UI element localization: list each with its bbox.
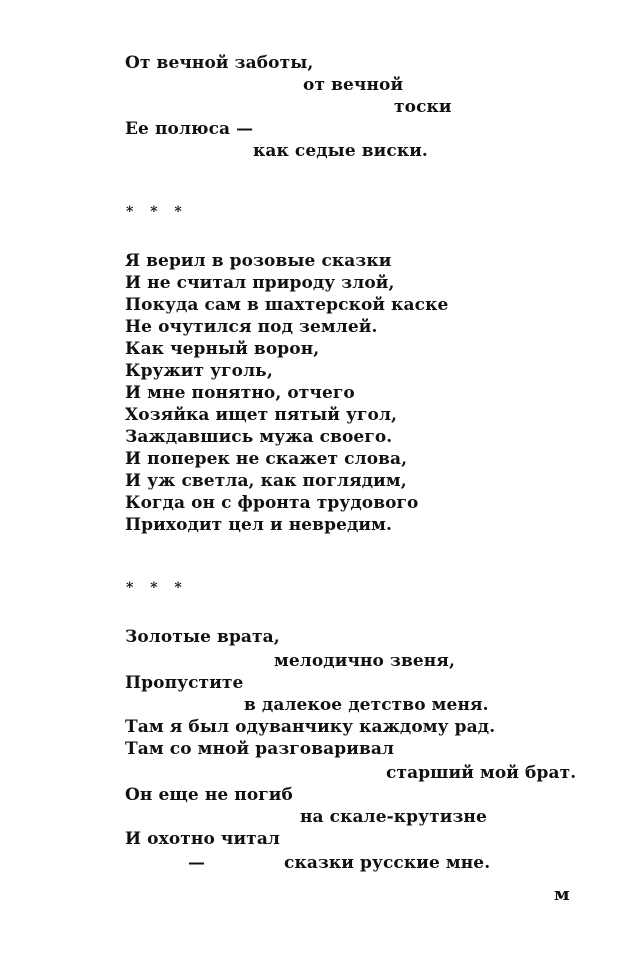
poem3-line-7: старший мой брат.: [386, 763, 577, 783]
poem3-line-5: Там я был одуванчику каждому рад.: [125, 717, 496, 737]
poem2-line-13: Приходит цел и невредим.: [125, 515, 393, 535]
poem3-line-4: в далекое детство меня.: [244, 695, 489, 715]
poem3-line-3: Пропустите: [125, 673, 244, 693]
poem3-line-10: И охотно читал: [125, 829, 281, 849]
poem3-line-8: Он еще не погиб: [125, 785, 293, 805]
poem1-line-3: тоски: [394, 97, 452, 117]
section-separator: * * *: [126, 204, 188, 220]
poem2-line-12: Когда он с фронта трудового: [125, 493, 419, 513]
poem2-line-2: И не считал природу злой,: [125, 273, 395, 293]
poem3-dash: —: [188, 853, 206, 873]
poem3-line-1: Золотые врата,: [125, 627, 280, 647]
poem2-line-10: И поперек не скажет слова,: [125, 449, 408, 469]
poem2-line-6: Кружит уголь,: [125, 361, 273, 381]
poem2-line-8: Хозяйка ищет пятый угол,: [125, 405, 398, 425]
poem2-line-4: Не очутился под землей.: [125, 317, 378, 337]
poem1-line-5: как седые виски.: [253, 141, 428, 161]
poem3-line-6: Там со мной разговаривал: [125, 739, 395, 759]
poem2-line-5: Как черный ворон,: [125, 339, 320, 359]
poem2-line-7: И мне понятно, отчего: [125, 383, 355, 403]
poem2-line-1: Я верил в розовые сказки: [125, 251, 392, 271]
poem2-line-3: Покуда сам в шахтерской каске: [125, 295, 449, 315]
poem3-line-9: на скале-крутизне: [300, 807, 487, 827]
poem3-line-2: мелодично звеня,: [274, 651, 455, 671]
poem1-line-1: От вечной заботы,: [125, 53, 314, 73]
poem2-line-9: Заждавшись мужа своего.: [125, 427, 393, 447]
poem2-line-11: И уж светла, как поглядим,: [125, 471, 407, 491]
page-signature-mark: м: [554, 884, 570, 905]
poem1-line-2: от вечной: [303, 75, 404, 95]
section-separator: * * *: [126, 580, 188, 596]
poem1-line-4: Ее полюса —: [125, 119, 254, 139]
poem3-line-11: сказки русские мне.: [284, 853, 491, 873]
